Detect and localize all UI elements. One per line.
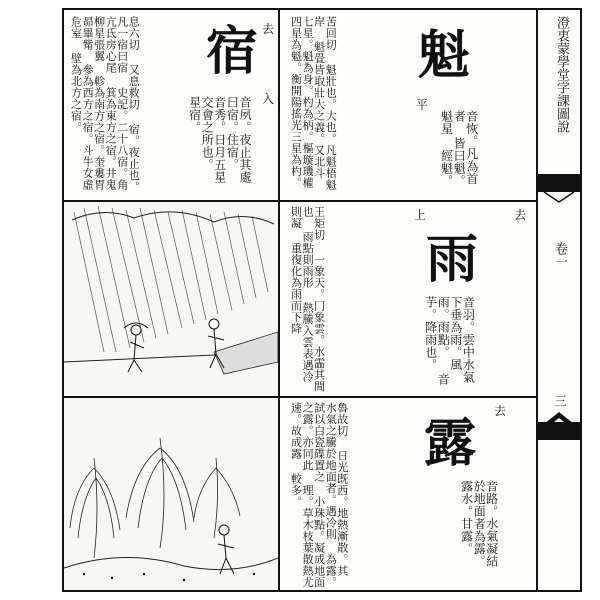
entry-char: 露 [424,413,477,474]
page-gutter [536,10,580,590]
gloss-line: 箕為東方之宿。井鬼柳星張翼 [92,16,118,191]
gloss-line: 音羽。雲中水氣 [461,296,476,384]
tone-mark: 入 [262,92,275,106]
entry-char: 魁 [418,25,471,86]
gloss-line: 雨點則雨形 [301,231,315,289]
book-title: 澄衷蒙學堂字課圖說 [554,16,569,133]
gloss-line: 為露。試以白瓷碟置之 [312,402,338,588]
gloss-main [424,296,474,392]
gloss-line: 七星。魁為身。杓為柄。樞璇璣權 [301,16,315,189]
gloss-line: 曰宿。住宿。 [225,96,240,171]
tone-mark: 去 [494,404,507,418]
gloss-line: 雨。雨點。 [436,296,451,359]
gloss-line: 軫為南方之宿。奎婁胃昴畢觜 [81,16,106,191]
gloss-line: 皆曰魁。魁星 [439,110,467,187]
gloss-line: 下垂為雨。風 [448,296,463,371]
column-divider [278,10,280,590]
gloss-line: 息六切 [127,16,141,51]
volume-label: 卷一 [552,242,567,268]
tone-mark: 上 [414,208,427,222]
gloss-main [440,110,478,196]
entry-char: 雨 [426,229,479,290]
gloss-line: 音夙。夜止其處 [237,96,252,184]
textbook-page [62,8,582,592]
gloss-line: 壁為北方之宿。 [69,52,83,133]
gloss-line: 四星為魁。衡開陽搖光三星為杓。 [289,16,303,189]
gloss-line: 魁壯也。大也。凡魁梧魁岸 [312,16,338,191]
tone-mark: 去 [262,22,275,36]
gloss-side [70,16,139,196]
gloss-line: 苦回切 [324,16,338,51]
gloss-main [188,96,251,196]
gloss-line: 經魁。 [439,149,454,187]
gloss-line: 音路。水氣凝結 [484,480,499,568]
gloss-main [460,480,498,586]
gloss-line: 魯故切 [335,402,349,437]
gloss-line: 音秀。日月五星 [212,96,227,184]
rain-illustration [64,202,278,396]
tone-mark: 去 [514,208,527,222]
gloss-line: 王矩切 [312,206,326,241]
entry-char: 宿 [206,21,259,82]
gloss-line: 星宿。 [187,96,202,134]
gloss-line: 重復化為雨而下降 [289,242,303,335]
gutter-band-bottom [538,422,580,440]
gloss-line: 露水。甘露。 [459,480,474,555]
page-number: 三 [551,394,566,407]
gloss-line: 熱騰入雲表遇冷則凝 [289,206,315,383]
gutter-band-top [538,174,580,192]
gloss-line: 較多。 [289,473,303,508]
gloss-line: 又息救切 [127,64,141,110]
gloss-line: 水氣之騰於地面者。遇冷則 [324,402,338,540]
gloss-line: 宿。夜止也。凡一宿曰宿 [115,16,141,193]
gloss-line: 魁畳皆取壯大之義。又北斗 [312,41,326,179]
gloss-line: 於地面者為露。 [472,480,487,568]
gloss-line: 參為西方之宿。斗牛女虛危室 [69,16,95,191]
gloss-side [290,402,348,588]
gloss-line: 理。草木枝葉散熱尤速。故成露 [289,402,315,588]
gloss-line: 交會之所也。 [200,96,215,171]
gloss-line: 日光既西。地熱漸散。其 [335,450,349,577]
gloss-side [290,16,336,196]
gloss-line: 一象天。冂象雲。水霝其間也 [301,206,326,392]
gloss-line: 史記。二十八宿。角亢氐房心尾 [104,16,129,191]
gloss-line: 音恢。凡為首者 [452,110,479,185]
tone-mark: 平 [416,98,429,112]
gloss-line: 小珠點。凝成地面之露。亦同此 [301,402,326,588]
gloss-side [290,206,325,392]
gloss-line: 音芋。降雨也。 [423,296,451,386]
dew-illustration [64,398,278,590]
